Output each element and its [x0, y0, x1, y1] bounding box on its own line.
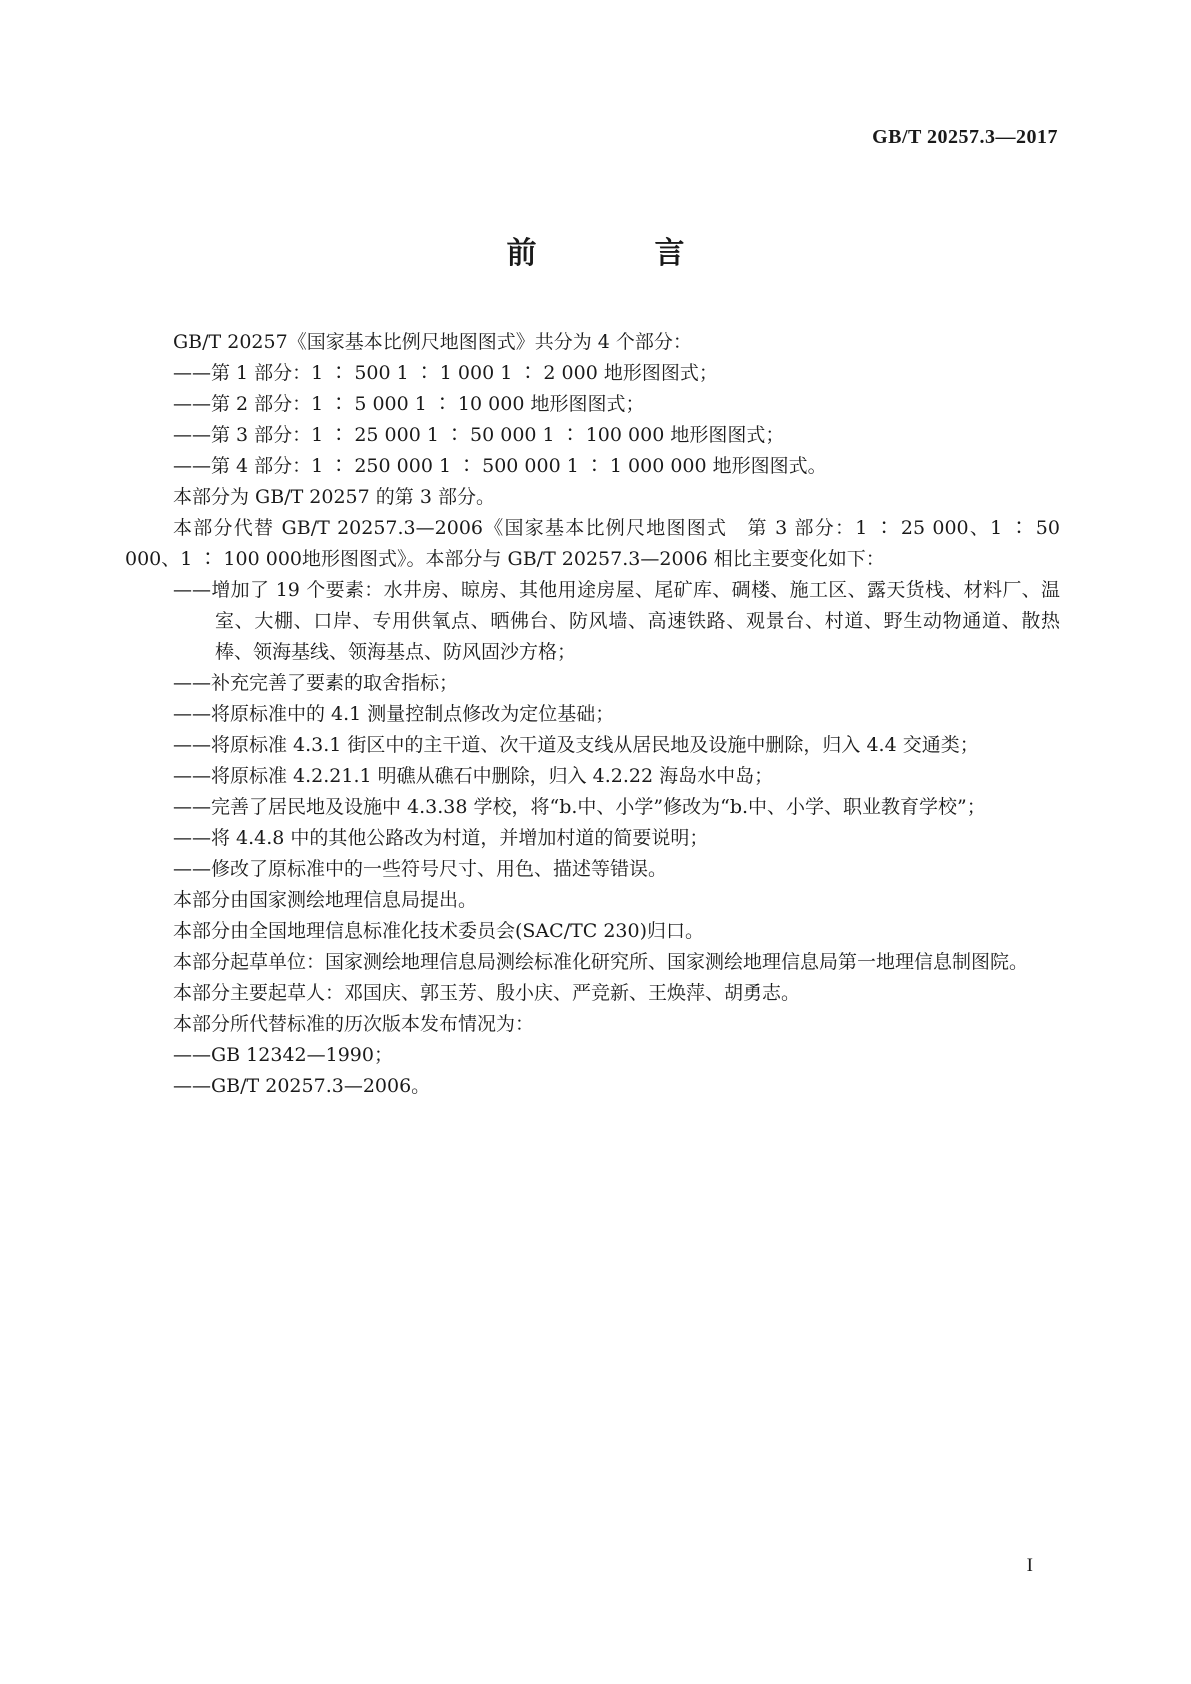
list-item-change-reefs: ——将原标准 4.2.21.1 明礁从礁石中删除，归入 4.2.22 海岛水中岛； — [173, 765, 774, 787]
page-number: I — [1026, 1555, 1033, 1576]
paragraph-part-statement: 本部分为 GB/T 20257 的第 3 部分。 — [173, 486, 495, 508]
paragraph-proposer: 本部分由国家测绘地理信息局提出。 — [173, 889, 478, 911]
list-item-change-control-points: ——将原标准中的 4.1 测量控制点修改为定位基础； — [173, 703, 615, 725]
paragraph-committee: 本部分由全国地理信息标准化技术委员会(SAC/TC 230)归口。 — [173, 920, 705, 942]
list-item-version-2006: ——GB/T 20257.3—2006。 — [173, 1075, 431, 1097]
list-item-change-village-roads: ——将 4.4.8 中的其他公路改为村道，并增加村道的简要说明； — [173, 827, 709, 849]
list-item-change-symbol-errors: ——修改了原标准中的一些符号尺寸、用色、描述等错误。 — [173, 858, 668, 880]
list-item-version-1990: ——GB 12342—1990； — [173, 1044, 393, 1066]
list-item-part-2: ——第 2 部分：1 ∶ 5 000 1 ∶ 10 000 地形图图式； — [173, 393, 645, 415]
list-item-change-schools: ——完善了居民地及设施中 4.3.38 学校，将“b.中、小学”修改为“b.中、小学、职业教育学校”； — [173, 796, 986, 818]
paragraph-drafting-units: 本部分起草单位：国家测绘地理信息局测绘标准化研究所、国家测绘地理信息局第一地理信息制图院。 — [173, 951, 1029, 973]
list-item-part-3: ——第 3 部分：1 ∶ 25 000 1 ∶ 50 000 1 ∶ 100 000 地形图图式； — [173, 424, 785, 446]
paragraph-version-history: 本部分所代替标准的历次版本发布情况为： — [173, 1013, 535, 1035]
paragraph-intro: GB/T 20257《国家基本比例尺地图图式》共分为 4 个部分： — [173, 331, 692, 353]
list-item-change-streets: ——将原标准 4.3.1 街区中的主干道、次干道及支线从居民地及设施中删除，归入 4.4 交通类； — [173, 734, 979, 756]
foreword-body — [125, 327, 1060, 1102]
list-item-change-elements: ——增加了 19 个要素：水井房、晾房、其他用途房屋、尾矿库、碉楼、施工区、露天货栈、材料厂、温室、大棚、口岸、专用供氧点、晒佛台、防风墙、高速铁路、观景台、村道、野生动物通道、散热棒、领海基线、领海基点、防风固沙方格； — [173, 579, 1060, 663]
list-item-part-1: ——第 1 部分：1 ∶ 500 1 ∶ 1 000 1 ∶ 2 000 地形图图式； — [173, 362, 718, 384]
list-item-change-indicators: ——补充完善了要素的取舍指标； — [173, 672, 459, 694]
paragraph-replacement: 本部分代替 GB/T 20257.3—2006《国家基本比例尺地图图式 第 3 部分：1 ∶ 25 000、1 ∶ 50 000、1 ∶ 100 000地形图图式》。本部分与 GB/T 20257.3—2006 相比主要变化如下： — [125, 517, 1060, 570]
list-item-part-4: ——第 4 部分：1 ∶ 250 000 1 ∶ 500 000 1 ∶ 1 000 000 地形图图式。 — [173, 455, 827, 477]
document-code: GB/T 20257.3—2017 — [872, 126, 1058, 148]
paragraph-drafters: 本部分主要起草人：邓国庆、郭玉芳、殷小庆、严竞新、王焕萍、胡勇志。 — [173, 982, 801, 1004]
page-title: 前 言 — [506, 236, 729, 271]
